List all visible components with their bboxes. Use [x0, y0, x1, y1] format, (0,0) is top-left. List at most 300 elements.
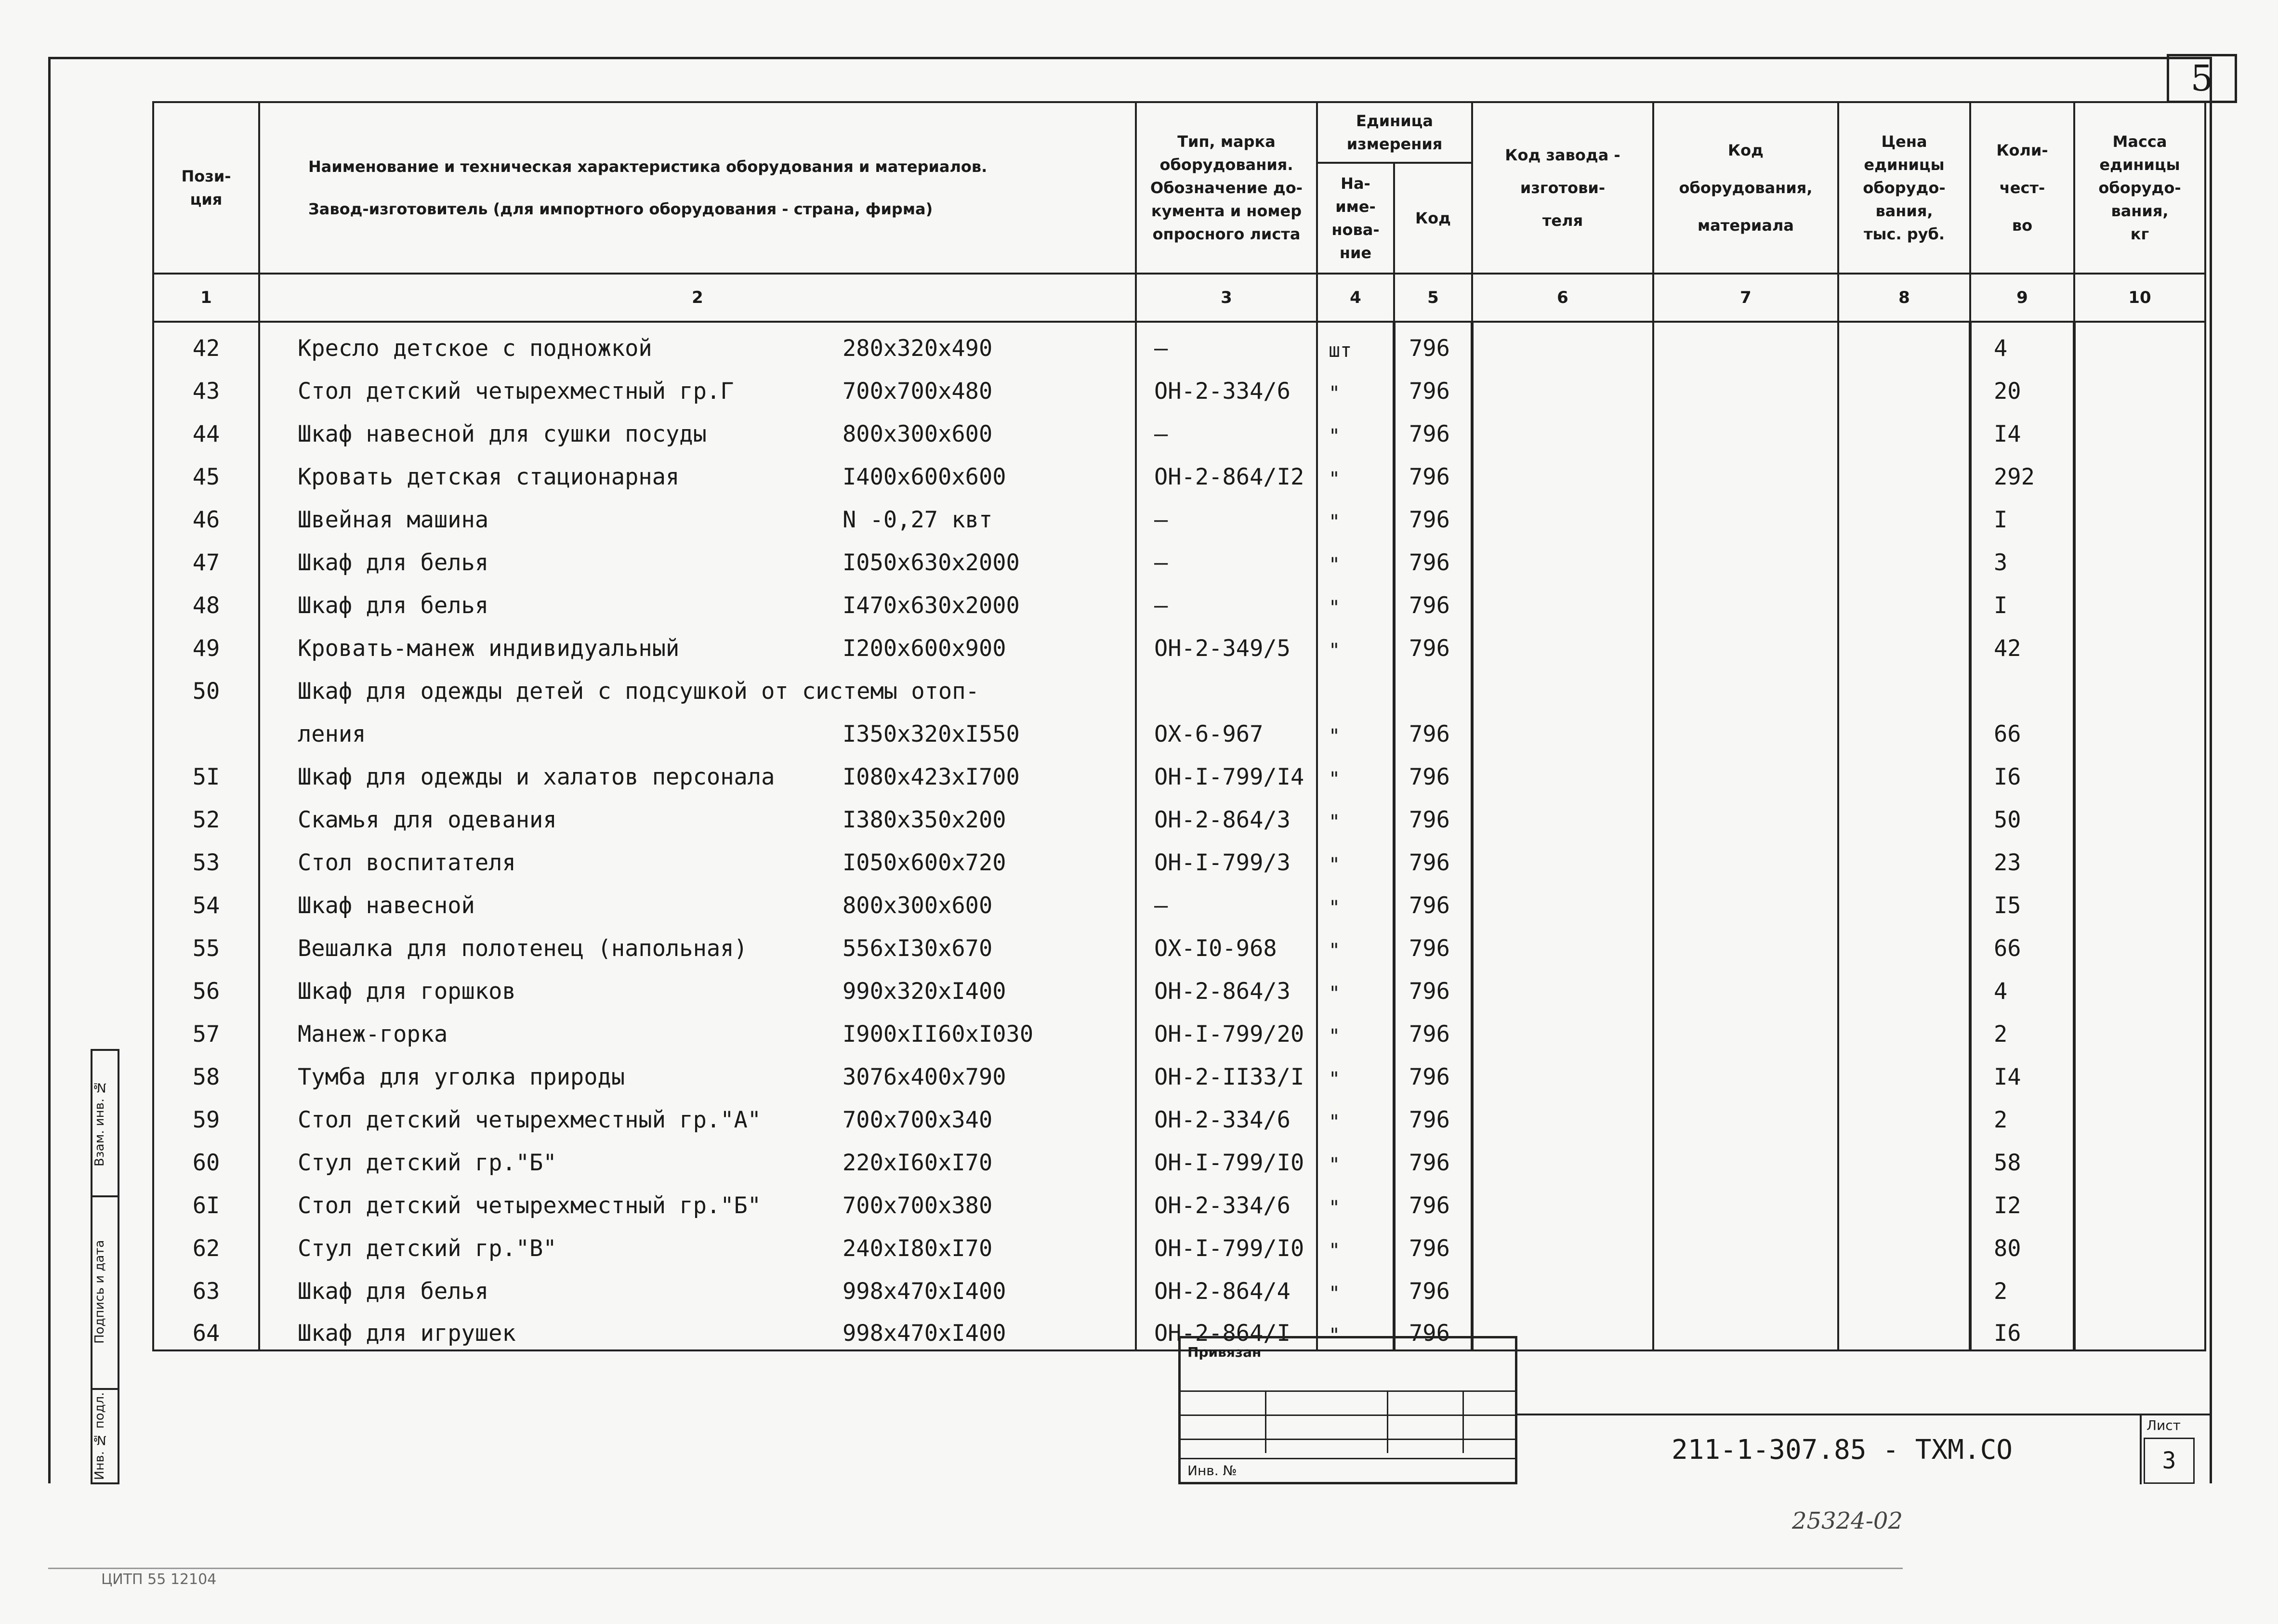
row-quantity: I2 [1970, 1179, 2074, 1222]
row-unit-code: 796 [1394, 579, 1472, 622]
table-row [153, 922, 2205, 965]
sheet-number: 3 [2144, 1438, 2195, 1484]
row-mass [2074, 622, 2205, 665]
row-unit-code: 796 [1394, 879, 1472, 922]
row-price [1838, 1265, 1970, 1308]
row-price [1838, 1308, 1970, 1350]
row-mass [2074, 365, 2205, 407]
row-quantity: I6 [1970, 750, 2074, 793]
item-name: Швейная машина [298, 507, 489, 533]
column-number: 3 [1136, 274, 1317, 322]
row-type: ОХ-I0-968 [1136, 922, 1317, 965]
row-price [1838, 1222, 1970, 1265]
row-unit-code: 796 [1394, 1093, 1472, 1136]
bottom-line [48, 1568, 1903, 1569]
item-name: Вешалка для полотенец (напольная) [298, 935, 748, 962]
row-quantity: 42 [1970, 622, 2074, 665]
row-factory-code [1472, 750, 1653, 793]
column-number: 10 [2074, 274, 2205, 322]
row-position: 52 [153, 793, 259, 836]
row-mass [2074, 665, 2205, 707]
row-type: ОН-I-799/I0 [1136, 1136, 1317, 1179]
table-row [153, 536, 2205, 579]
row-unit: " [1317, 493, 1394, 536]
handwritten-number: 25324-02 [1792, 1507, 1903, 1534]
row-position: 59 [153, 1093, 259, 1136]
row-position: 6I [153, 1179, 259, 1222]
row-name [259, 365, 1136, 407]
item-dimensions: I200x600x900 [843, 635, 1006, 662]
row-mass [2074, 450, 2205, 493]
row-unit: " [1317, 1222, 1394, 1265]
row-unit-code: 796 [1394, 322, 1472, 365]
item-name: Шкаф для игрушек [298, 1320, 516, 1347]
row-price [1838, 1136, 1970, 1179]
header-mass: Масса единицы оборудо- вания, кг [2074, 102, 2205, 274]
row-mass [2074, 1179, 2205, 1222]
row-type: – [1136, 579, 1317, 622]
row-unit: " [1317, 450, 1394, 493]
table-body [153, 322, 2205, 1350]
row-factory-code [1472, 450, 1653, 493]
sheet-cell [2140, 1414, 2212, 1484]
item-name: Шкаф навесной [298, 892, 475, 919]
row-unit: " [1317, 793, 1394, 836]
row-equipment-code [1653, 1093, 1838, 1136]
row-name [259, 665, 1136, 707]
row-position: 55 [153, 922, 259, 965]
header-price: Цена единицы оборудо- вания, тыс. руб. [1838, 102, 1970, 274]
row-price [1838, 750, 1970, 793]
row-unit-code: 796 [1394, 450, 1472, 493]
header-unit-group: Единица измерения [1317, 102, 1472, 163]
row-quantity: 4 [1970, 965, 2074, 1008]
row-name [259, 836, 1136, 879]
row-mass [2074, 750, 2205, 793]
row-quantity: I [1970, 493, 2074, 536]
row-position: 63 [153, 1265, 259, 1308]
row-price [1838, 579, 1970, 622]
row-unit: шт [1317, 322, 1394, 365]
row-quantity: 20 [1970, 365, 2074, 407]
item-name: Шкаф для белья [298, 1278, 489, 1305]
item-dimensions: 700x700x340 [843, 1107, 993, 1133]
item-dimensions: N -0,27 квт [843, 507, 993, 533]
item-name: Стол детский четырехместный гр."Б" [298, 1192, 762, 1219]
item-name: Стол детский четырехместный гр."А" [298, 1107, 762, 1133]
row-equipment-code [1653, 407, 1838, 450]
row-equipment-code [1653, 322, 1838, 365]
row-mass [2074, 322, 2205, 365]
row-unit: " [1317, 1093, 1394, 1136]
table-row [153, 707, 2205, 750]
row-type: – [1136, 322, 1317, 365]
row-equipment-code [1653, 879, 1838, 922]
table-row [153, 750, 2205, 793]
row-mass [2074, 707, 2205, 750]
row-type: ОН-2-349/5 [1136, 622, 1317, 665]
row-mass [2074, 965, 2205, 1008]
row-type [1136, 665, 1317, 707]
side-stamp [91, 1049, 119, 1484]
row-position: 60 [153, 1136, 259, 1179]
table-row [153, 1222, 2205, 1265]
item-dimensions: I080x423xI700 [843, 764, 1020, 790]
item-dimensions: I050x600x720 [843, 850, 1006, 876]
row-unit: " [1317, 407, 1394, 450]
row-position: 64 [153, 1308, 259, 1350]
row-unit: " [1317, 879, 1394, 922]
row-unit: " [1317, 622, 1394, 665]
item-dimensions: I350x320xI550 [843, 721, 1020, 747]
row-position: 43 [153, 365, 259, 407]
item-dimensions: 998x470xI400 [843, 1320, 1006, 1347]
row-type: ОН-2-864/3 [1136, 965, 1317, 1008]
specification-table [152, 101, 2206, 1351]
item-name: Стол детский четырехместный гр.Г [298, 378, 734, 405]
row-name [259, 1222, 1136, 1265]
row-unit-code: 796 [1394, 793, 1472, 836]
row-type: ОН-I-799/I4 [1136, 750, 1317, 793]
row-price [1838, 793, 1970, 836]
item-dimensions: 998x470xI400 [843, 1278, 1006, 1305]
item-name: Шкаф для одежды детей с подсушкой от системы отоп- [298, 678, 979, 705]
row-price [1838, 1093, 1970, 1136]
row-factory-code [1472, 493, 1653, 536]
row-unit-code: 796 [1394, 1050, 1472, 1093]
item-dimensions: I400x600x600 [843, 464, 1006, 490]
row-name [259, 536, 1136, 579]
table-row [153, 1179, 2205, 1222]
header-quantity: Коли- чест- во [1970, 102, 2074, 274]
row-name [259, 1179, 1136, 1222]
row-name [259, 793, 1136, 836]
row-unit: " [1317, 836, 1394, 879]
row-type: ОН-I-799/20 [1136, 1008, 1317, 1050]
item-name: Скамья для одевания [298, 807, 557, 833]
row-unit: " [1317, 965, 1394, 1008]
row-equipment-code [1653, 536, 1838, 579]
row-mass [2074, 493, 2205, 536]
item-name: Шкаф для горшков [298, 978, 516, 1005]
row-price [1838, 322, 1970, 365]
approval-title: Привязан [1187, 1344, 1262, 1360]
table-row [153, 793, 2205, 836]
row-price [1838, 365, 1970, 407]
row-price [1838, 836, 1970, 879]
item-dimensions: 990x320xI400 [843, 978, 1006, 1005]
signature-date-label: Подпись и дата [92, 1240, 107, 1344]
column-number: 7 [1653, 274, 1838, 322]
table-row [153, 1093, 2205, 1136]
row-position: 42 [153, 322, 259, 365]
row-name [259, 1008, 1136, 1050]
row-type: – [1136, 493, 1317, 536]
row-quantity: 66 [1970, 922, 2074, 965]
row-unit: " [1317, 707, 1394, 750]
row-unit-code: 796 [1394, 922, 1472, 965]
row-type: – [1136, 536, 1317, 579]
row-price [1838, 407, 1970, 450]
row-name [259, 322, 1136, 365]
table-row [153, 965, 2205, 1008]
row-unit: " [1317, 1136, 1394, 1179]
table-row [153, 879, 2205, 922]
row-equipment-code [1653, 1308, 1838, 1350]
item-dimensions: I050x630x2000 [843, 550, 1020, 576]
row-position: 53 [153, 836, 259, 879]
row-mass [2074, 793, 2205, 836]
item-name: Кресло детское с подножкой [298, 335, 652, 362]
item-dimensions: 800x300x600 [843, 892, 993, 919]
row-type: ОН-2-864/3 [1136, 793, 1317, 836]
row-unit: " [1317, 1008, 1394, 1050]
row-factory-code [1472, 1136, 1653, 1179]
row-mass [2074, 836, 2205, 879]
row-type: ОН-2-864/4 [1136, 1265, 1317, 1308]
row-equipment-code [1653, 365, 1838, 407]
row-quantity: I [1970, 579, 2074, 622]
header-unit-code: Код [1394, 163, 1472, 274]
row-unit-code: 796 [1394, 493, 1472, 536]
original-inv-label: Инв. № подл. [92, 1392, 107, 1480]
row-unit-code: 796 [1394, 536, 1472, 579]
item-dimensions: I900xII60xI030 [843, 1021, 1034, 1048]
row-quantity: 2 [1970, 1265, 2074, 1308]
item-name: Стол воспитателя [298, 850, 516, 876]
row-equipment-code [1653, 965, 1838, 1008]
row-price [1838, 879, 1970, 922]
header-factory-code: Код завода - изготови- теля [1472, 102, 1653, 274]
row-price [1838, 1179, 1970, 1222]
row-unit-code: 796 [1394, 365, 1472, 407]
row-mass [2074, 536, 2205, 579]
row-unit-code: 796 [1394, 1308, 1472, 1350]
row-equipment-code [1653, 1179, 1838, 1222]
row-name [259, 1308, 1136, 1350]
row-unit: " [1317, 1050, 1394, 1093]
row-quantity: 4 [1970, 322, 2074, 365]
row-equipment-code [1653, 665, 1838, 707]
row-type: – [1136, 879, 1317, 922]
row-position: 47 [153, 536, 259, 579]
header-type: Тип, марка оборудования. Обозначение до- кумента и номер опросного листа [1136, 102, 1317, 274]
row-unit: " [1317, 922, 1394, 965]
row-quantity: 80 [1970, 1222, 2074, 1265]
row-mass [2074, 1136, 2205, 1179]
row-quantity: 23 [1970, 836, 2074, 879]
row-unit: " [1317, 365, 1394, 407]
sheet-label: Лист [2146, 1417, 2181, 1433]
column-number: 5 [1394, 274, 1472, 322]
row-position: 44 [153, 407, 259, 450]
row-position: 45 [153, 450, 259, 493]
item-dimensions: I380x350x200 [843, 807, 1006, 833]
row-factory-code [1472, 1050, 1653, 1093]
row-quantity: 58 [1970, 1136, 2074, 1179]
row-unit-code: 796 [1394, 707, 1472, 750]
row-unit-code: 796 [1394, 1222, 1472, 1265]
row-equipment-code [1653, 579, 1838, 622]
row-equipment-code [1653, 493, 1838, 536]
item-dimensions: 700x700x480 [843, 378, 993, 405]
row-equipment-code [1653, 622, 1838, 665]
row-equipment-code [1653, 450, 1838, 493]
item-dimensions: 700x700x380 [843, 1192, 993, 1219]
column-number: 6 [1472, 274, 1653, 322]
table-row [153, 836, 2205, 879]
row-unit-code: 796 [1394, 836, 1472, 879]
header-unit-name: На- име- нова- ние [1317, 163, 1394, 274]
row-quantity: 2 [1970, 1008, 2074, 1050]
row-position: 46 [153, 493, 259, 536]
item-name: Манеж-горка [298, 1021, 448, 1048]
row-factory-code [1472, 879, 1653, 922]
row-factory-code [1472, 407, 1653, 450]
row-unit: " [1317, 750, 1394, 793]
row-name [259, 1093, 1136, 1136]
row-unit: " [1317, 536, 1394, 579]
row-quantity: 2 [1970, 1093, 2074, 1136]
approval-block [1178, 1336, 1517, 1484]
item-name: Шкаф для белья [298, 550, 489, 576]
row-type: ОН-2-334/6 [1136, 365, 1317, 407]
row-name [259, 622, 1136, 665]
row-position: 57 [153, 1008, 259, 1050]
row-unit-code: 796 [1394, 750, 1472, 793]
row-price [1838, 665, 1970, 707]
row-equipment-code [1653, 793, 1838, 836]
row-mass [2074, 922, 2205, 965]
row-mass [2074, 1308, 2205, 1350]
row-name [259, 1136, 1136, 1179]
row-position: 49 [153, 622, 259, 665]
row-type: ОН-2-334/6 [1136, 1179, 1317, 1222]
row-factory-code [1472, 579, 1653, 622]
column-number: 1 [153, 274, 259, 322]
row-type: ОН-I-799/3 [1136, 836, 1317, 879]
item-dimensions: 240xI80xI70 [843, 1235, 993, 1262]
row-quantity: 3 [1970, 536, 2074, 579]
row-name [259, 1050, 1136, 1093]
row-mass [2074, 579, 2205, 622]
table-row [153, 365, 2205, 407]
row-mass [2074, 1265, 2205, 1308]
header-position: Пози- ция [153, 102, 259, 274]
item-dimensions: 556xI30x670 [843, 935, 993, 962]
row-unit-code: 796 [1394, 1265, 1472, 1308]
row-price [1838, 922, 1970, 965]
row-factory-code [1472, 622, 1653, 665]
table-row [153, 1136, 2205, 1179]
table-row [153, 622, 2205, 665]
row-price [1838, 450, 1970, 493]
row-position: 54 [153, 879, 259, 922]
item-name: Шкаф навесной для сушки посуды [298, 421, 707, 447]
row-factory-code [1472, 707, 1653, 750]
row-unit [1317, 665, 1394, 707]
row-price [1838, 1008, 1970, 1050]
column-number: 8 [1838, 274, 1970, 322]
table-row [153, 450, 2205, 493]
item-name: Стул детский гр."Б" [298, 1150, 557, 1176]
item-dimensions: I470x630x2000 [843, 592, 1020, 619]
row-name [259, 922, 1136, 965]
replacement-inv-label: Взам. инв. № [92, 1080, 107, 1166]
row-unit: " [1317, 579, 1394, 622]
row-quantity [1970, 665, 2074, 707]
footer-label: ЦИТП 55 12104 [101, 1571, 217, 1588]
row-mass [2074, 1222, 2205, 1265]
row-position: 5I [153, 750, 259, 793]
item-name: ления [298, 721, 366, 747]
row-unit-code: 796 [1394, 965, 1472, 1008]
row-position [153, 707, 259, 750]
row-factory-code [1472, 922, 1653, 965]
row-unit-code: 796 [1394, 1179, 1472, 1222]
row-equipment-code [1653, 750, 1838, 793]
table-row [153, 322, 2205, 365]
item-dimensions: 800x300x600 [843, 421, 993, 447]
item-name: Кровать-манеж индивидуальный [298, 635, 680, 662]
row-unit-code: 796 [1394, 1136, 1472, 1179]
row-unit-code [1394, 665, 1472, 707]
row-equipment-code [1653, 836, 1838, 879]
row-name [259, 707, 1136, 750]
table-row [153, 493, 2205, 536]
row-unit-code: 796 [1394, 1008, 1472, 1050]
table-row [153, 1008, 2205, 1050]
row-type: ОН-2-864/I2 [1136, 450, 1317, 493]
row-unit: " [1317, 1265, 1394, 1308]
item-name: Тумба для уголка природы [298, 1064, 625, 1090]
column-number: 9 [1970, 274, 2074, 322]
table-row [153, 1265, 2205, 1308]
row-equipment-code [1653, 922, 1838, 965]
row-factory-code [1472, 836, 1653, 879]
row-factory-code [1472, 965, 1653, 1008]
row-name [259, 579, 1136, 622]
row-name [259, 407, 1136, 450]
table-row [153, 1050, 2205, 1093]
row-quantity: 66 [1970, 707, 2074, 750]
row-position: 62 [153, 1222, 259, 1265]
row-mass [2074, 407, 2205, 450]
table-row [153, 579, 2205, 622]
row-unit: " [1317, 1308, 1394, 1350]
row-factory-code [1472, 536, 1653, 579]
column-number: 2 [259, 274, 1136, 322]
row-position: 56 [153, 965, 259, 1008]
row-quantity: I6 [1970, 1308, 2074, 1350]
row-name [259, 965, 1136, 1008]
item-dimensions: 3076x400x790 [843, 1064, 1006, 1090]
row-quantity: I5 [1970, 879, 2074, 922]
item-name: Шкаф для белья [298, 592, 489, 619]
row-name [259, 879, 1136, 922]
row-position: 58 [153, 1050, 259, 1093]
row-type: ОХ-6-967 [1136, 707, 1317, 750]
row-price [1838, 536, 1970, 579]
row-equipment-code [1653, 1265, 1838, 1308]
row-type: ОН-2-864/I [1136, 1308, 1317, 1350]
header-name: Наименование и техническая характеристика оборудования и материалов. Завод-изготовитель (для импортного оборудования - страна, фирма) [259, 102, 1136, 274]
row-factory-code [1472, 1179, 1653, 1222]
table-row [153, 407, 2205, 450]
item-dimensions: 280x320x490 [843, 335, 993, 362]
item-name: Стул детский гр."В" [298, 1235, 557, 1262]
row-position: 48 [153, 579, 259, 622]
